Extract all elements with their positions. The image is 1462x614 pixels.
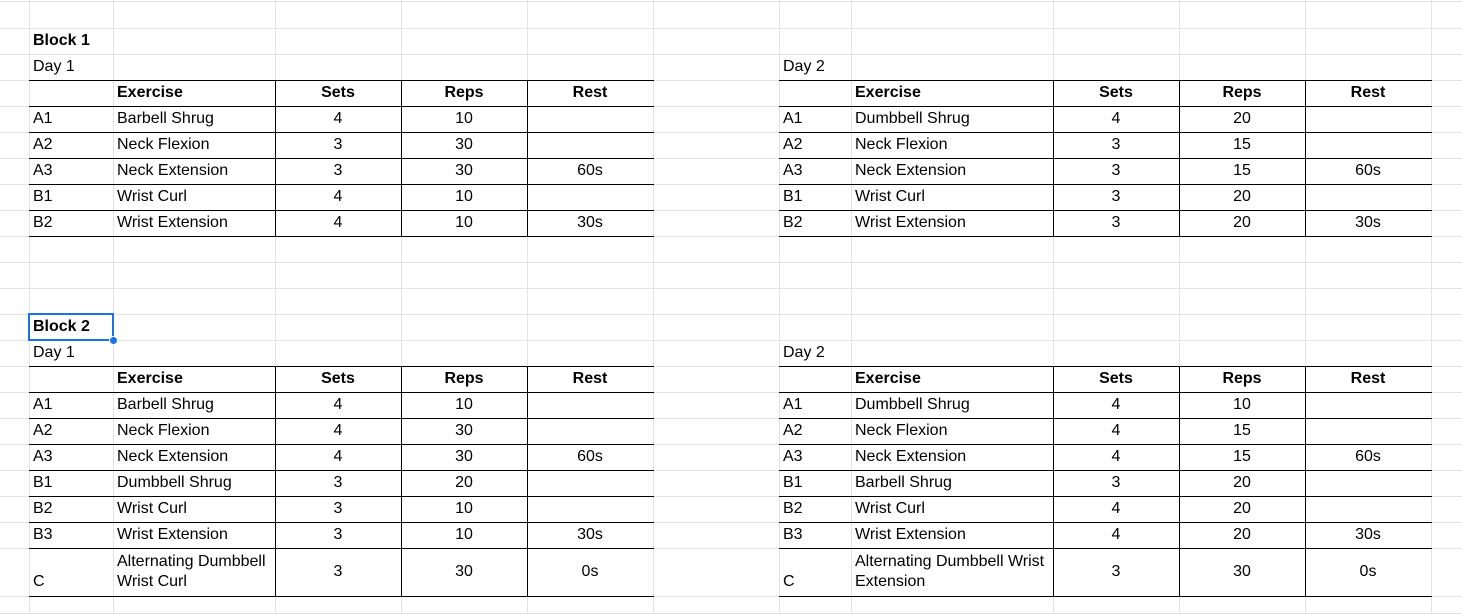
cell-border (1179, 366, 1180, 597)
gridline-horizontal (0, 262, 1462, 263)
cell-reps[interactable]: 30 (455, 563, 473, 580)
cell-border (779, 522, 1432, 523)
cell-label[interactable]: A2 (33, 422, 53, 439)
cell-exercise[interactable]: Dumbbell Shrug (855, 396, 970, 413)
cell-border (29, 470, 654, 471)
cell-border (275, 366, 276, 597)
cell-exercise[interactable]: Wrist Curl (855, 500, 925, 517)
cell-rest[interactable] (1305, 106, 1431, 132)
cell-label[interactable]: B1 (33, 188, 53, 205)
cell-rest[interactable] (527, 132, 653, 158)
cell-border (1053, 80, 1054, 237)
day-label[interactable]: Day 2 (783, 58, 825, 75)
gridline-horizontal (0, 288, 1462, 289)
header-rest[interactable]: Rest (572, 370, 608, 387)
cell-label[interactable]: B1 (33, 474, 53, 491)
cell-reps[interactable]: 10 (455, 526, 473, 543)
cell-label[interactable]: B3 (783, 526, 803, 543)
cell-exercise[interactable]: Neck Flexion (855, 422, 948, 439)
cell-border (779, 236, 1432, 237)
cell-reps[interactable]: 20 (455, 474, 473, 491)
cell-border (779, 444, 1432, 445)
cell-border (779, 470, 1432, 471)
cell-label[interactable]: A1 (783, 110, 803, 127)
header-reps[interactable]: Reps (1222, 84, 1262, 101)
cell-border (29, 596, 654, 597)
cell-rest[interactable] (527, 392, 653, 418)
cell-border (29, 80, 654, 81)
cell-border (779, 596, 1432, 597)
cell-exercise[interactable]: Barbell Shrug (117, 110, 214, 127)
cell-reps[interactable]: 30 (455, 162, 473, 179)
header-reps[interactable]: Reps (1222, 370, 1262, 387)
fill-handle[interactable] (109, 336, 118, 345)
cell-reps[interactable]: 30 (455, 136, 473, 153)
cell-sets[interactable]: 3 (1111, 563, 1121, 580)
header-blank[interactable] (29, 80, 113, 106)
cell-label[interactable]: B2 (33, 500, 53, 517)
cell-sets[interactable]: 3 (333, 526, 343, 543)
cell-exercise[interactable]: Wrist Curl (855, 188, 925, 205)
day-label[interactable]: Day 1 (33, 344, 75, 361)
cell-border (29, 184, 654, 185)
cell-reps[interactable]: 15 (1233, 422, 1251, 439)
cell-exercise[interactable]: Wrist Curl (117, 188, 187, 205)
cell-rest[interactable] (527, 496, 653, 522)
cell-border (29, 392, 654, 393)
cell-rest[interactable]: 60s (577, 448, 603, 465)
day-label[interactable]: Day 2 (783, 344, 825, 361)
cell-rest[interactable]: 0s (581, 563, 599, 580)
cell-exercise[interactable]: Neck Extension (117, 448, 229, 465)
cell-exercise[interactable]: Neck Flexion (855, 136, 948, 153)
cell-label[interactable]: A3 (783, 448, 803, 465)
gridline-horizontal (0, 54, 1462, 55)
header-sets[interactable]: Sets (321, 84, 355, 101)
cell-sets[interactable]: 3 (333, 563, 343, 580)
cell-border (779, 392, 1432, 393)
cell-border (527, 80, 528, 237)
cell-border (1179, 80, 1180, 237)
cell-label[interactable]: A1 (783, 396, 803, 413)
gridline-horizontal (0, 1, 1462, 2)
cell-border (1305, 80, 1306, 237)
cell-rest[interactable] (527, 418, 653, 444)
cell-border (779, 366, 1432, 367)
cell-border (401, 366, 402, 597)
cell-reps[interactable]: 30 (455, 448, 473, 465)
cell-reps[interactable]: 10 (455, 500, 473, 517)
header-exercise[interactable]: Exercise (855, 84, 921, 101)
cell-exercise[interactable]: Wrist Extension (117, 214, 228, 231)
cell-exercise[interactable]: Dumbbell Shrug (855, 110, 970, 127)
cell-sets[interactable]: 3 (1111, 214, 1121, 231)
header-rest[interactable]: Rest (1350, 370, 1386, 387)
cell-sets[interactable]: 4 (333, 214, 343, 231)
cell-border (29, 132, 654, 133)
cell-exercise[interactable]: Barbell Shrug (855, 474, 952, 491)
cell-label[interactable]: A2 (33, 136, 53, 153)
cell-rest[interactable] (1305, 496, 1431, 522)
header-reps[interactable]: Reps (444, 84, 484, 101)
cell-reps[interactable]: 30 (455, 422, 473, 439)
cell-rest[interactable]: 30s (1355, 214, 1381, 231)
cell-border (779, 106, 1432, 107)
header-sets[interactable]: Sets (1099, 370, 1133, 387)
cell-exercise[interactable]: Alternating Dumbbell Wrist Extension (855, 553, 1045, 590)
cell-border (1305, 366, 1306, 597)
header-exercise[interactable]: Exercise (117, 370, 183, 387)
cell-reps[interactable]: 20 (1233, 474, 1251, 491)
cell-exercise[interactable]: Wrist Extension (855, 214, 966, 231)
cell-rest[interactable] (527, 106, 653, 132)
cell-rest[interactable] (527, 184, 653, 210)
cell-rest[interactable]: 30s (577, 526, 603, 543)
cell-border (779, 210, 1432, 211)
header-rest[interactable]: Rest (572, 84, 608, 101)
cell-border (779, 184, 1432, 185)
cell-border (29, 418, 654, 419)
block-title[interactable]: Block 1 (33, 32, 90, 49)
cell-label[interactable]: A1 (33, 110, 53, 127)
cell-border (29, 444, 654, 445)
cell-exercise[interactable]: Alternating Dumbbell Wrist Curl (117, 553, 266, 590)
cell-sets[interactable]: 4 (1111, 500, 1121, 517)
cell-border (29, 236, 654, 237)
cell-label[interactable]: B2 (783, 500, 803, 517)
cell-label[interactable]: A3 (783, 162, 803, 179)
cell-rest[interactable]: 60s (1355, 448, 1381, 465)
cell-border (29, 210, 654, 211)
cell-reps[interactable]: 20 (1233, 188, 1251, 205)
cell-border (779, 418, 1432, 419)
cell-border (1053, 366, 1054, 597)
cell-border (29, 158, 654, 159)
cell-border (779, 548, 1432, 549)
block-title[interactable]: Block 2 (33, 318, 90, 335)
cell-reps[interactable]: 15 (1233, 448, 1251, 465)
header-sets[interactable]: Sets (1099, 84, 1133, 101)
cell-reps[interactable]: 15 (1233, 136, 1251, 153)
cell-sets[interactable]: 3 (1111, 188, 1121, 205)
cell-reps[interactable]: 10 (455, 214, 473, 231)
cell-reps[interactable]: 20 (1233, 214, 1251, 231)
selected-cell-outline (28, 313, 114, 341)
cell-exercise[interactable]: Dumbbell Shrug (117, 474, 232, 491)
header-exercise[interactable]: Exercise (117, 84, 183, 101)
cell-sets[interactable]: 4 (333, 110, 343, 127)
cell-sets[interactable]: 3 (333, 474, 343, 491)
cell-reps[interactable]: 10 (1233, 396, 1251, 413)
cell-reps[interactable]: 15 (1233, 162, 1251, 179)
cell-border (29, 522, 654, 523)
cell-label[interactable]: A2 (783, 136, 803, 153)
cell-sets[interactable]: 3 (1111, 474, 1121, 491)
cell-exercise[interactable]: Neck Extension (117, 162, 229, 179)
cell-reps[interactable]: 30 (1233, 563, 1251, 580)
cell-rest[interactable] (1305, 418, 1431, 444)
cell-border (401, 80, 402, 237)
header-blank[interactable] (29, 366, 113, 392)
cell-sets[interactable]: 3 (1111, 162, 1121, 179)
cell-exercise[interactable]: Wrist Extension (855, 526, 966, 543)
cell-border (779, 132, 1432, 133)
cell-sets[interactable]: 4 (333, 396, 343, 413)
cell-exercise[interactable]: Neck Extension (855, 448, 967, 465)
cell-rest[interactable] (527, 470, 653, 496)
cell-label[interactable]: C (783, 573, 795, 590)
cell-border (29, 548, 654, 549)
header-rest[interactable]: Rest (1350, 84, 1386, 101)
cell-label[interactable]: A3 (33, 448, 53, 465)
header-reps[interactable]: Reps (444, 370, 484, 387)
cell-sets[interactable]: 4 (333, 188, 343, 205)
cell-label[interactable]: A2 (783, 422, 803, 439)
cell-rest[interactable]: 60s (1355, 162, 1381, 179)
cell-border (527, 366, 528, 597)
cell-reps[interactable]: 20 (1233, 110, 1251, 127)
cell-border (779, 80, 1432, 81)
cell-reps[interactable]: 10 (455, 110, 473, 127)
cell-rest[interactable]: 0s (1359, 563, 1377, 580)
header-blank[interactable] (779, 80, 851, 106)
cell-exercise[interactable]: Neck Flexion (117, 422, 210, 439)
cell-label[interactable]: B2 (783, 214, 803, 231)
cell-label[interactable]: B3 (33, 526, 53, 543)
cell-label[interactable]: C (33, 573, 45, 590)
cell-label[interactable]: B1 (783, 474, 803, 491)
day-label[interactable]: Day 1 (33, 58, 75, 75)
cell-sets[interactable]: 4 (333, 448, 343, 465)
cell-border (275, 80, 276, 237)
cell-reps[interactable]: 20 (1233, 526, 1251, 543)
cell-sets[interactable]: 4 (1111, 396, 1121, 413)
gridline-horizontal (0, 314, 1462, 315)
gridline-horizontal (0, 340, 1462, 341)
cell-exercise[interactable]: Wrist Curl (117, 500, 187, 517)
cell-label[interactable]: B2 (33, 214, 53, 231)
cell-label[interactable]: B1 (783, 188, 803, 205)
cell-border (29, 106, 654, 107)
gridline-horizontal (0, 28, 1462, 29)
cell-rest[interactable]: 60s (577, 162, 603, 179)
cell-sets[interactable]: 4 (1111, 448, 1121, 465)
cell-reps[interactable]: 10 (455, 188, 473, 205)
header-sets[interactable]: Sets (321, 370, 355, 387)
cell-border (29, 496, 654, 497)
cell-exercise[interactable]: Barbell Shrug (117, 396, 214, 413)
cell-border (779, 496, 1432, 497)
cell-sets[interactable]: 4 (1111, 526, 1121, 543)
cell-label[interactable]: A3 (33, 162, 53, 179)
header-exercise[interactable]: Exercise (855, 370, 921, 387)
cell-sets[interactable]: 4 (1111, 422, 1121, 439)
cell-rest[interactable] (1305, 392, 1431, 418)
cell-rest[interactable] (1305, 132, 1431, 158)
cell-rest[interactable] (1305, 470, 1431, 496)
cell-sets[interactable]: 4 (333, 422, 343, 439)
cell-border (779, 158, 1432, 159)
cell-rest[interactable]: 30s (577, 214, 603, 231)
cell-reps[interactable]: 10 (455, 396, 473, 413)
cell-border (29, 366, 654, 367)
cell-sets[interactable]: 3 (333, 500, 343, 517)
cell-sets[interactable]: 4 (1111, 110, 1121, 127)
cell-rest[interactable]: 30s (1355, 526, 1381, 543)
cell-exercise[interactable]: Neck Flexion (117, 136, 210, 153)
cell-exercise[interactable]: Neck Extension (855, 162, 967, 179)
cell-exercise[interactable]: Wrist Extension (117, 526, 228, 543)
cell-sets[interactable]: 3 (333, 136, 343, 153)
cell-label[interactable]: A1 (33, 396, 53, 413)
cell-sets[interactable]: 3 (333, 162, 343, 179)
cell-sets[interactable]: 3 (1111, 136, 1121, 153)
header-blank[interactable] (779, 366, 851, 392)
cell-reps[interactable]: 20 (1233, 500, 1251, 517)
cell-rest[interactable] (1305, 184, 1431, 210)
